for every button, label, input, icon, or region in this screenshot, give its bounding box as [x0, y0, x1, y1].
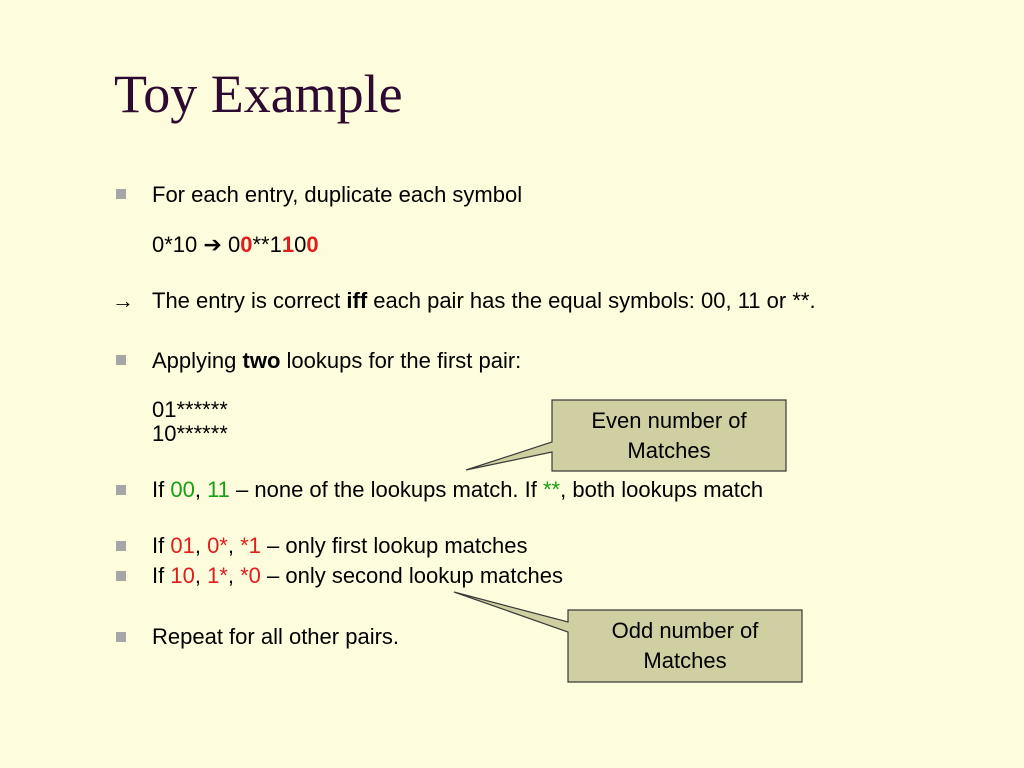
text-span: – none of the lookups match. If [229, 477, 543, 502]
text-span: , [227, 533, 241, 558]
text-span: each pair has the equal symbols: 00, 11 or **. [367, 288, 816, 313]
bullet-duplicate-symbol: For each entry, duplicate each symbol [152, 182, 523, 207]
red-value: 1* [207, 563, 228, 588]
callout-line: Matches [643, 648, 727, 673]
red-value: 0* [207, 533, 228, 558]
text-span: , [194, 563, 208, 588]
example-part: 1 [269, 232, 282, 257]
example-part: ** [252, 232, 270, 257]
red-value: *0 [240, 563, 261, 588]
example-dup-symbol: 1 [281, 232, 295, 257]
even-matches-callout [552, 406, 786, 466]
odd-matches-callout [568, 616, 802, 676]
arrow-bullet-icon: → [112, 288, 134, 313]
text-span: , [194, 533, 208, 558]
text-span: If [152, 533, 171, 558]
red-value: *1 [240, 533, 261, 558]
callout-line: Odd number of [611, 618, 759, 643]
text-span: If [152, 477, 171, 502]
lookup-1: 01****** [152, 397, 228, 422]
green-value: 00 [170, 477, 195, 502]
callout-line: Even number of [591, 408, 747, 433]
iff-keyword: iff [346, 288, 368, 313]
text-span: , [194, 477, 208, 502]
example-part: 0 [221, 232, 241, 257]
bullet-repeat: Repeat for all other pairs. [152, 624, 400, 649]
example-dup-symbol: 0 [306, 232, 319, 257]
text-span: – only first lookup matches [260, 533, 528, 558]
lookup-2: 10****** [152, 421, 228, 446]
example-dup-symbol: 0 [240, 232, 253, 257]
two-keyword: two [242, 348, 281, 373]
text-span: , both lookups match [560, 477, 764, 502]
right-arrow-icon: ➔ [203, 232, 222, 257]
text-span: The entry is correct [152, 288, 347, 313]
red-value: 10 [170, 563, 195, 588]
green-value: 11 [207, 477, 230, 502]
example-original: 0*10 [152, 232, 204, 257]
text-span: Applying [152, 348, 243, 373]
text-span: , [227, 563, 241, 588]
red-value: 01 [170, 533, 195, 558]
example-part: 0 [294, 232, 307, 257]
callout-line: Matches [627, 438, 711, 463]
text-span: If [152, 563, 171, 588]
text-span: lookups for the first pair: [280, 348, 522, 373]
green-value: ** [543, 477, 561, 502]
slide-title: Toy Example [114, 64, 403, 124]
text-span: – only second lookup matches [260, 563, 563, 588]
